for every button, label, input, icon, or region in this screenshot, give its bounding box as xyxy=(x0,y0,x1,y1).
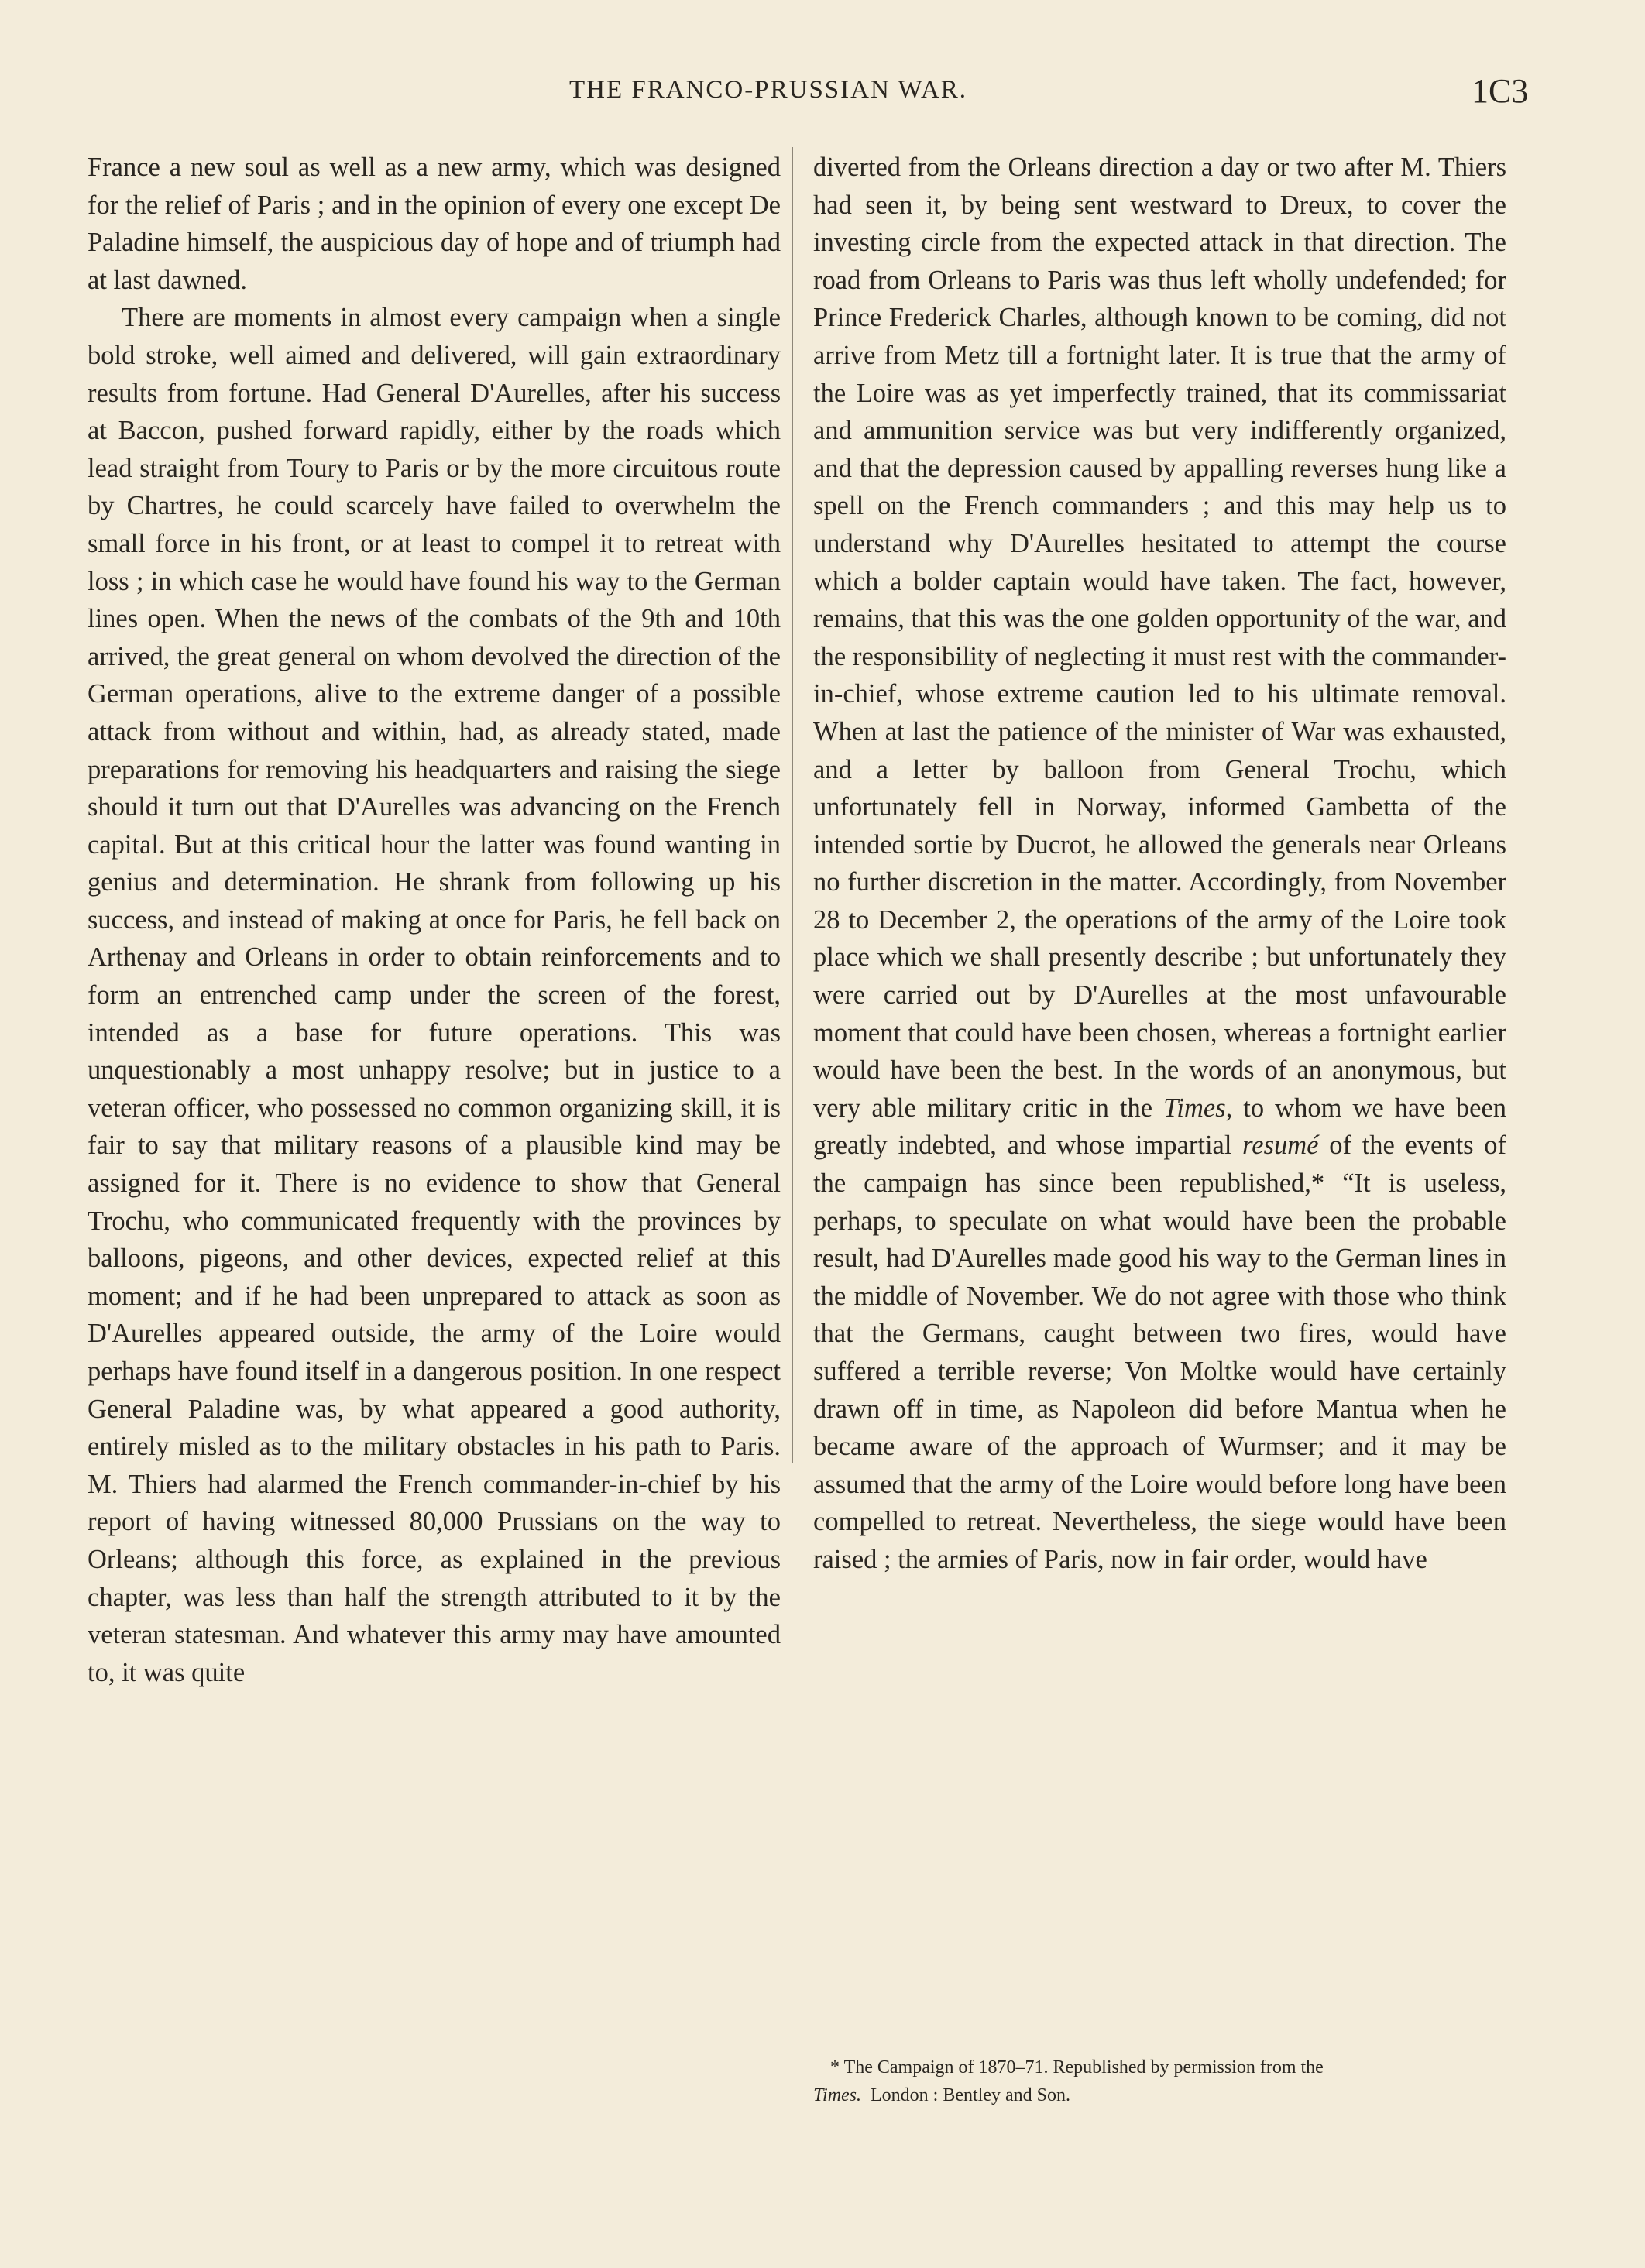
italic-times: Times, xyxy=(1163,1093,1233,1123)
paragraph-text: to whom we have been greatly indebted, and whose impartial xyxy=(813,1093,1507,1161)
footnote-publisher: London : Bentley and Son. xyxy=(871,2085,1070,2105)
left-column xyxy=(88,149,781,1691)
footnote-times: Times. xyxy=(813,2085,862,2105)
paragraph-text: diverted from the Orleans direction a day or two after M. Thiers had seen it, by being sent westward to Dreux, to cover the investing circle from the expected attack in that direction. The road from Orleans to Paris was thus left wholly undefended; for Prince Frederick Charles, although known to be coming, did not arrive from Metz till a fortnight later. It is true that the army of the Loire was as yet imperfectly trained, that its commissariat and ammunition service was but very indifferently organized, and that the depression caused by appalling reverses hung like a spell on the French commanders ; and this may help us to understand why D'Aurelles hesitated to attempt the course which a bolder captain would have taken. The fact, however, remains, that this was the one golden opportunity of the war, and the responsibility of neglecting it must rest with the commander-in-chief, whose extreme caution led to his ultimate removal. When at last the patience of the minister of War was exhausted, and a letter by balloon from General Trochu, which unfortunately fell in Norway, informed Gambetta of the intended sortie by Ducrot, he allowed the generals near Orleans no further discretion in the matter. Accordingly, from November 28 to December 2, the operations of the army of the Loire took place which we shall presently describe ; but unfortunately they were carried out by D'Aurelles at the most unfavourable moment that could have been chosen, whereas a fortnight earlier would have been the best. In the words of an anonymous, but very able military critic in the xyxy=(813,153,1506,1123)
paragraph: There are moments in almost every campaign when a single bold stroke, well aimed and delivered, will gain extraordinary results from fortune. Had General D'Aurelles, after his success at Baccon, pushed forward rapidly, either by the roads which lead straight from Toury to Paris or by the more circuitous route by Chartres, he could scarcely have failed to overwhelm the small force in his front, or at least to compel it to retreat with loss ; in which case he would have found his way to the German lines open. When the news of the combats of the 9th and 10th arrived, the great general on whom devolved the direction of the German operations, alive to the extreme danger of a possible attack from without and within, had, as already stated, made preparations for removing his headquarters and raising the siege should it turn out that D'Aurelles was advancing on the French capital. But at this critical hour the latter was found wanting in genius and determination. He shrank from following up his success, and instead of making at once for Paris, he fell back on Arthenay and Orleans in order to obtain reinforcements and to form an entrenched camp under the screen of the forest, intended as a base for future operations. This was unquestionably a most unhappy resolve; but in justice to a veteran officer, who possessed no common organizing skill, it is fair to say that military reasons of a plausible kind may be assigned for it. There is no evidence to show that General Trochu, who communicated frequently with the provinces by balloons, pigeons, and other devices, expected relief at this moment; and if he had been unprepared to attack as soon as D'Aurelles appeared outside, the army of the Loire would perhaps have found itself in a dangerous position. In one respect General Paladine was, by what appeared a good authority, entirely misled as to the military obstacles in his path to Paris. M. Thiers had alarmed the French commander-in-chief by his report of having witnessed 80,000 Prussians on the way to Orleans; although this force, as explained in the previous chapter, was less than half the strength attributed to it by the veteran statesman. And whatever this army may have amounted to, it was quite xyxy=(88,303,781,1687)
italic-resume: resumé xyxy=(1242,1131,1319,1161)
footnote-line xyxy=(813,2081,1510,2109)
footnote-line: * The Campaign of 1870–71. Republished by permission from the xyxy=(830,2057,1324,2078)
page-number: 1C3 xyxy=(1472,72,1529,110)
page-header xyxy=(0,72,1645,122)
paragraph-text: of the events of the campaign has since been republished,* “It is useless, perhaps, to speculate on what would have been the probable result, had D'Aurelles made good his way to the German lines in the middle of November. We do not agree with those who think that the Germans, caught between two fires, would have suffered a terrible reverse; Von Moltke would have certainly drawn off in time, as Napoleon did before Mantua when he became aware of the approach of Wurmser; and it may be assumed that the army of the Loire would before long have been compelled to retreat. Nevertheless, the siege would have been raised ; the armies of Paris, now in fair order, would have xyxy=(813,1131,1507,1574)
paragraph xyxy=(813,149,1506,1579)
running-title: THE FRANCO-PRUSSIAN WAR. xyxy=(569,76,968,104)
paragraph: France a new soul as well as a new army, which was designed for the relief of Paris ; and in the opinion of every one except De Paladine himself, the auspicious day of hope and of triumph had at last dawned. xyxy=(88,153,781,295)
footnote xyxy=(813,2054,1510,2109)
column-divider xyxy=(792,147,793,1463)
right-column xyxy=(813,149,1506,1579)
